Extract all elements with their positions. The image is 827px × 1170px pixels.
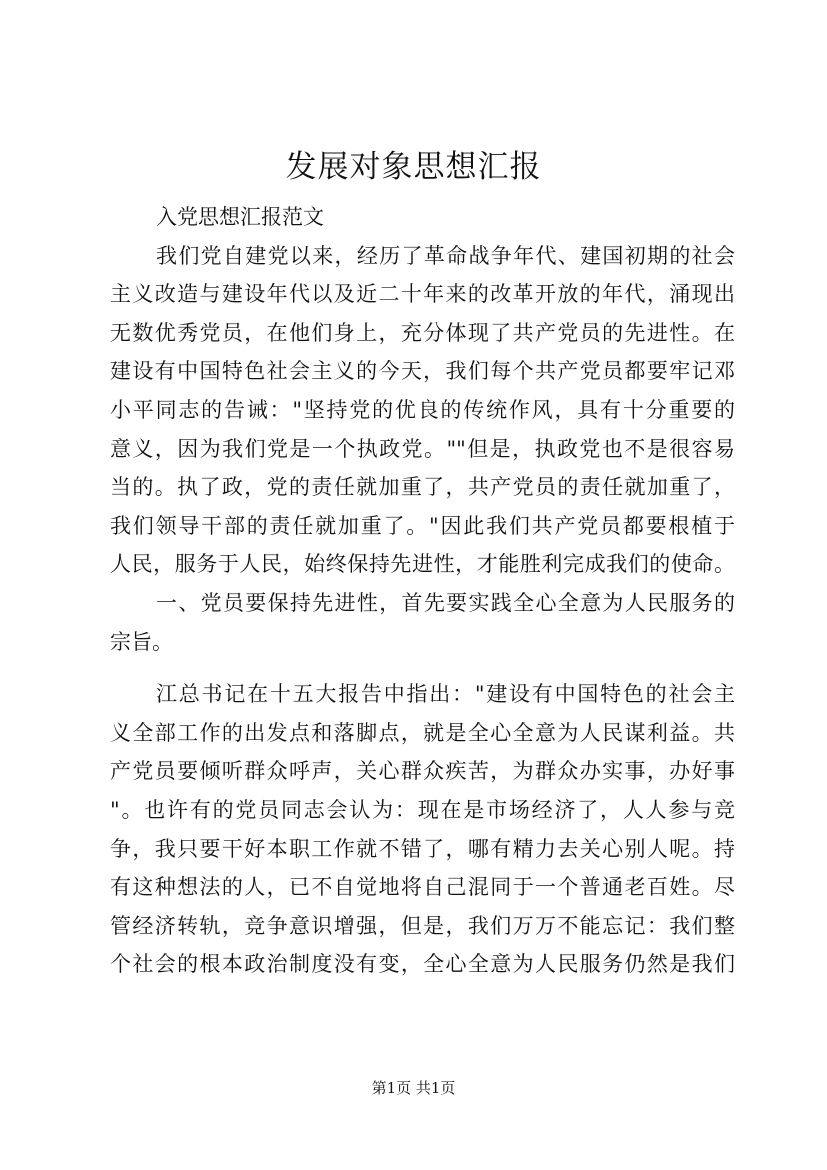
paragraph-line: 当的。执了政，党的责任就加重了，共产党员的责任就加重了， — [110, 475, 735, 500]
paragraph-line: 建设有中国特色社会主义的今天，我们每个共产党员都要牢记邓 — [110, 359, 735, 384]
paragraph-line: 小平同志的告诫："坚持党的优良的传统作风，具有十分重要的 — [110, 397, 735, 422]
paragraph-line: 有这种想法的人，已不自觉地将自己混同于一个普通老百姓。尽 — [110, 875, 735, 900]
document-body — [110, 198, 735, 984]
paragraph-line: 管经济转轨，竞争意识增强，但是，我们万万不能忘记：我们整 — [110, 913, 735, 938]
paragraph-gap — [110, 661, 735, 675]
paragraph-line: 产党员要倾听群众呼声，关心群众疾苦，为群众办实事，办好事 — [110, 759, 735, 784]
paragraph-line: 意义，因为我们党是一个执政党。""但是，执政党也不是很容易 — [110, 436, 735, 461]
paragraph-line: 个社会的根本政治制度没有变，全心全意为人民服务仍然是我们 — [110, 952, 735, 977]
section-heading-line: 宗旨。 — [110, 629, 173, 654]
page-number-footer: 第1页 共1页 — [371, 1079, 456, 1097]
paragraph-line: "。也许有的党员同志会认为：现在是市场经济了，人人参与竞 — [110, 797, 735, 822]
paragraph-line: 主义改造与建设年代以及近二十年来的改革开放的年代，涌现出 — [110, 282, 735, 307]
paragraph-line: 争，我只要干好本职工作就不错了，哪有精力去关心别人呢。持 — [110, 836, 735, 861]
paragraph-line: 人民，服务于人民，始终保持先进性，才能胜利完成我们的使命。 — [110, 552, 735, 577]
document-title: 发展对象思想汇报 — [285, 149, 542, 185]
paragraph-line: 无数优秀党员，在他们身上，充分体现了共产党员的先进性。在 — [110, 320, 735, 345]
paragraph-line: 江总书记在十五大报告中指出："建设有中国特色的社会主 — [156, 682, 735, 707]
section-heading-line: 一、党员要保持先进性，首先要实践全心全意为人民服务的 — [156, 590, 735, 615]
paragraph-line: 义全部工作的出发点和落脚点，就是全心全意为人民谋利益。共 — [110, 720, 735, 745]
paragraph-line: 我们领导干部的责任就加重了。"因此我们共产党员都要根植于 — [110, 513, 735, 538]
paragraph-line: 我们党自建党以来，经历了革命战争年代、建国初期的社会 — [156, 243, 735, 268]
document-subtitle: 入党思想汇报范文 — [156, 205, 324, 229]
